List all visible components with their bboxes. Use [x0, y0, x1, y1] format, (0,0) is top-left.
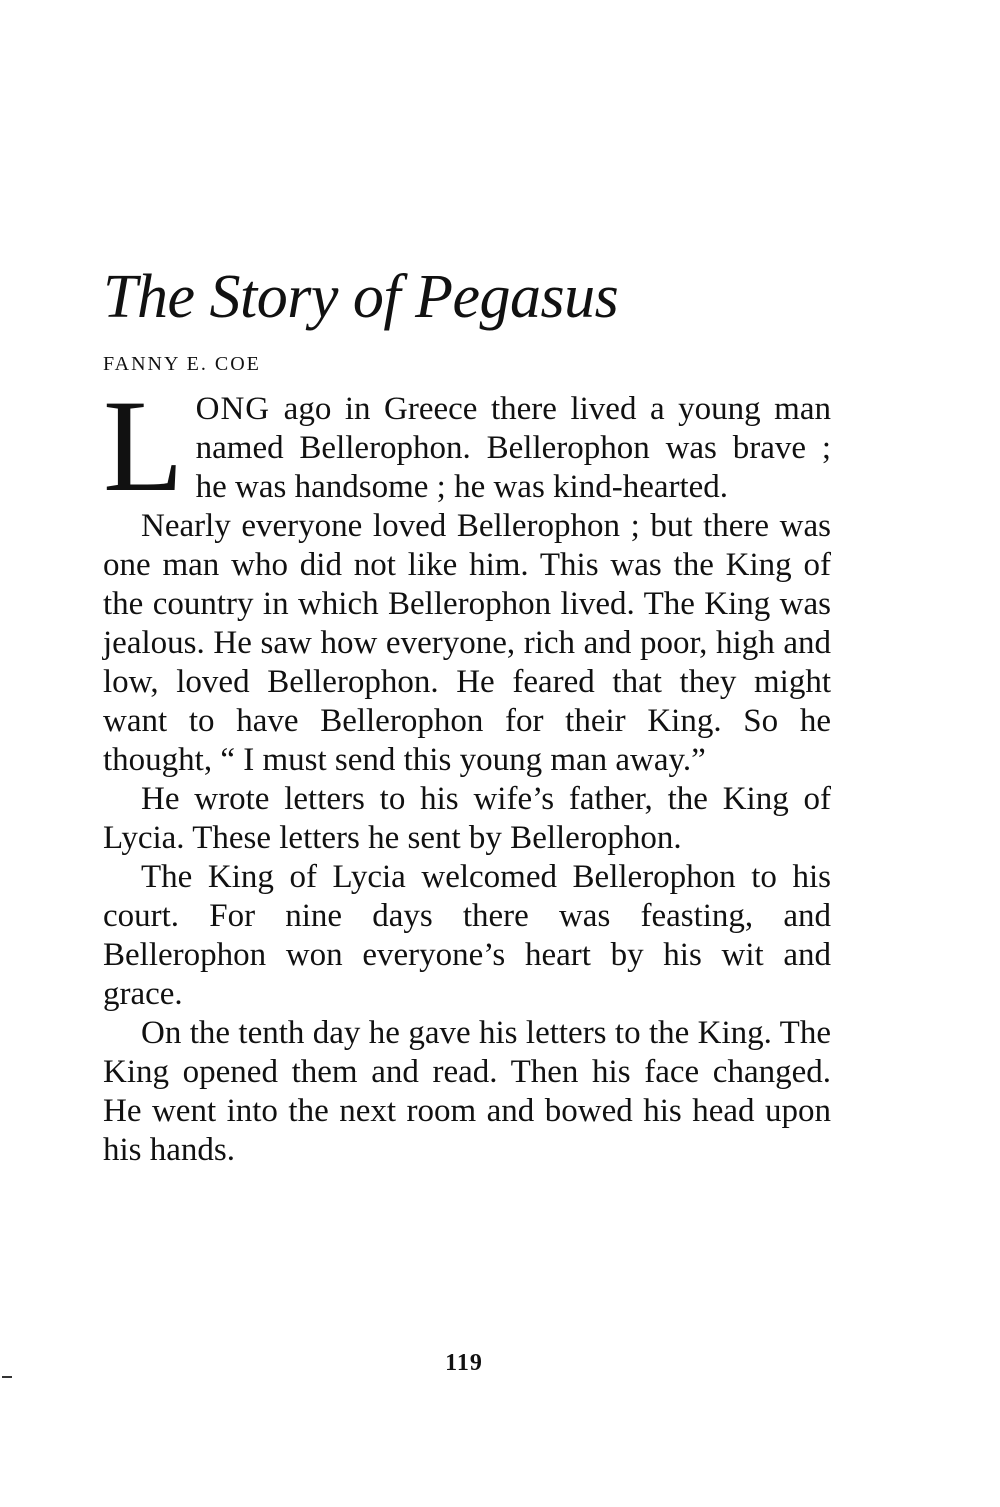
paragraph-first-text: ago in Greece there lived a young man named Bellerophon. Bellerophon was brave ; he was handsome ; he was kind-hearted.: [195, 391, 831, 505]
paragraph: He wrote letters to his wife’s father, the King of Lycia. These letters he sent by Bellerophon.: [103, 781, 831, 856]
opening-caps: ONG: [195, 391, 271, 427]
page-title: The Story of Pegasus: [103, 263, 619, 331]
paragraph: The King of Lycia welcomed Bellerophon to his court. For nine days there was feasting, and Bellerophon won everyone’s heart by his wit and grace.: [103, 859, 831, 1012]
author-name: FANNY E. COE: [103, 353, 261, 375]
paragraph: Nearly everyone loved Bellerophon ; but there was one man who did not like him. This was the King of the country in which Bellerophon lived. The King was jealous. He saw how everyone, rich and poor, high and low, loved Bellerophon. He feared that they might want to have Bellerophon for their King. So he thought, “ I must send this young man away.”: [103, 508, 831, 778]
page-number: 119: [445, 1350, 483, 1376]
paragraph-first: [103, 372, 831, 519]
article-body: [103, 372, 831, 1170]
page-content: [103, 262, 831, 1170]
margin-mark: [2, 1376, 12, 1378]
paragraph: On the tenth day he gave his letters to the King. The King opened them and read. Then his face changed. He went into the next room and bowed his head upon his hands.: [103, 1015, 831, 1168]
drop-cap: L: [103, 372, 184, 519]
